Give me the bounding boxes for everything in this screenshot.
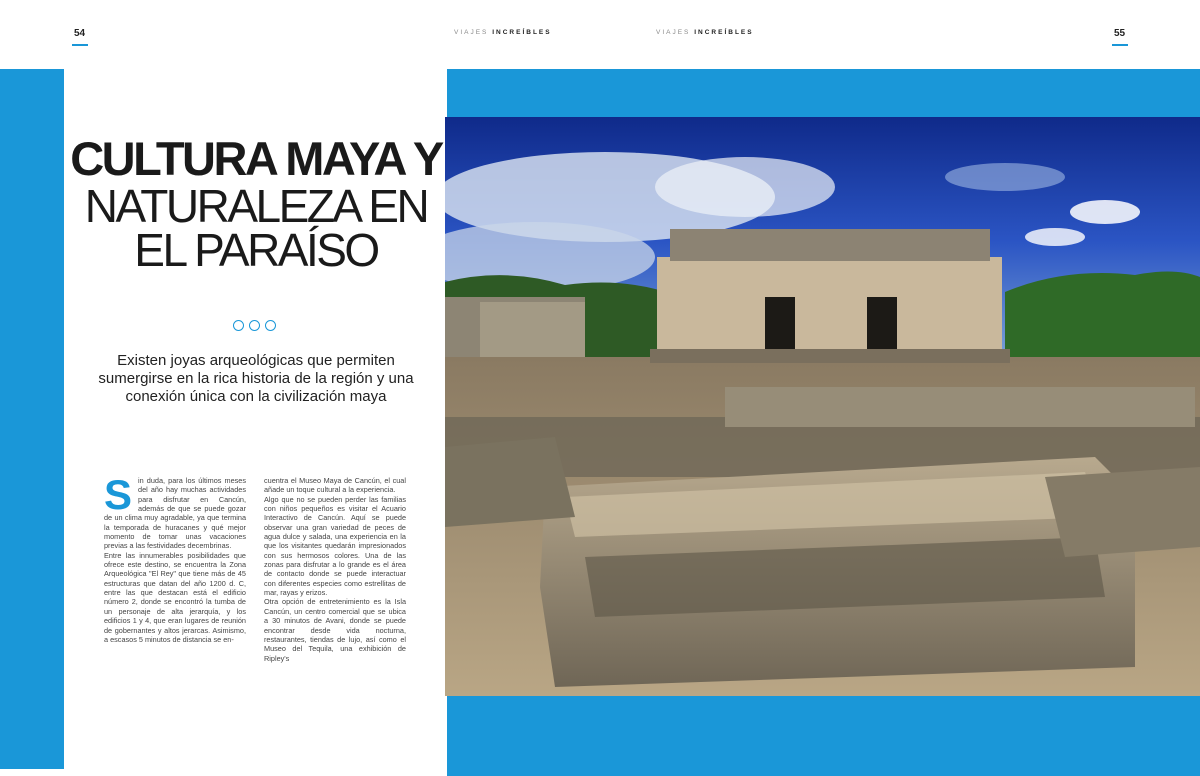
running-header-right-bold: INCREÍBLES: [694, 29, 754, 36]
circle-icon: [233, 320, 244, 331]
page-number-left: 54: [74, 28, 86, 39]
body-paragraph: Algo que no se pueden perder las familias con niños pequeños es visitar el Acuario Interactivo de Cancún. Aquí se puede observar una gran variedad de peces de agua dulce y salada, una experiencia en la que los visitantes quedarán impresionados con sus hermosos colores. Una de las zonas para disfrutar a lo grande es el área de contacto donde se puede interactuar con diferentes especies como estrellitas de mar, rayas y erizos.: [264, 494, 406, 598]
running-header-right-light: VIAJES: [656, 29, 691, 36]
drop-cap: S: [104, 471, 133, 518]
decorative-dots: [233, 320, 276, 331]
body-column-1: [104, 471, 246, 644]
title-line-3: EL PARAÍSO: [134, 224, 378, 276]
circle-icon: [249, 320, 260, 331]
body-paragraph: Entre las innumerables posibilidades que ofrece este destino, se encuentra la Zona Arqueológica "El Rey" que tiene más de 45 estructuras que datan del año 1200 d. C, entre las que destacan está el edificio número 2, donde se encontró la tumba de un personaje de alta jerarquía, y los edificios 1 y 4, que eran lugares de reunión de gobernantes y altos jerarcas. Asimismo, a escasos 5 minutos de distancia se en-: [104, 550, 246, 644]
running-header-right: [656, 29, 754, 36]
body-paragraph: cuentra el Museo Maya de Cancún, el cual añade un toque cultural a la experiencia.: [264, 476, 406, 495]
body-paragraph: [104, 471, 246, 551]
body-paragraph: Otra opción de entretenimiento es la Isla Cancún, un centro comercial que se ubica a 30 minutos de Avani, donde se puede encontrar desde vida nocturna, restaurantes, tiendas de lujo, así como el Museo del Tequila, una exhibición de Ripley's: [264, 597, 406, 663]
title-line-2: NATURALEZA EN: [84, 180, 428, 232]
article-subtitle: Existen joyas arqueológicas que permiten sumergirse en la rica historia de la región y una conexión única con la civilización maya: [98, 352, 414, 405]
running-header-left-light: VIAJES: [454, 29, 489, 36]
body-column-2: [264, 476, 406, 663]
running-header-left-bold: INCREÍBLES: [492, 29, 552, 36]
page-number-right: 55: [1114, 28, 1126, 39]
mayan-ruins-photo: [445, 117, 1200, 696]
circle-icon: [265, 320, 276, 331]
article-title: [66, 132, 446, 276]
body-paragraph-text: in duda, para los últimos meses del año hay muchas actividades para disfrutar en Cancún, además de que se puede gozar de un clima muy agradable, ya que termina la temporada de huracanes y qué mejor momento de tomar unas vacaciones previas a las festividades decembrinas.: [104, 476, 246, 551]
title-line-1: CULTURA MAYA Y: [70, 132, 442, 185]
left-accent-strip: [0, 69, 64, 769]
page-number-underline-right: [1112, 44, 1128, 46]
running-header-left: [454, 29, 552, 36]
page-number-underline-left: [72, 44, 88, 46]
